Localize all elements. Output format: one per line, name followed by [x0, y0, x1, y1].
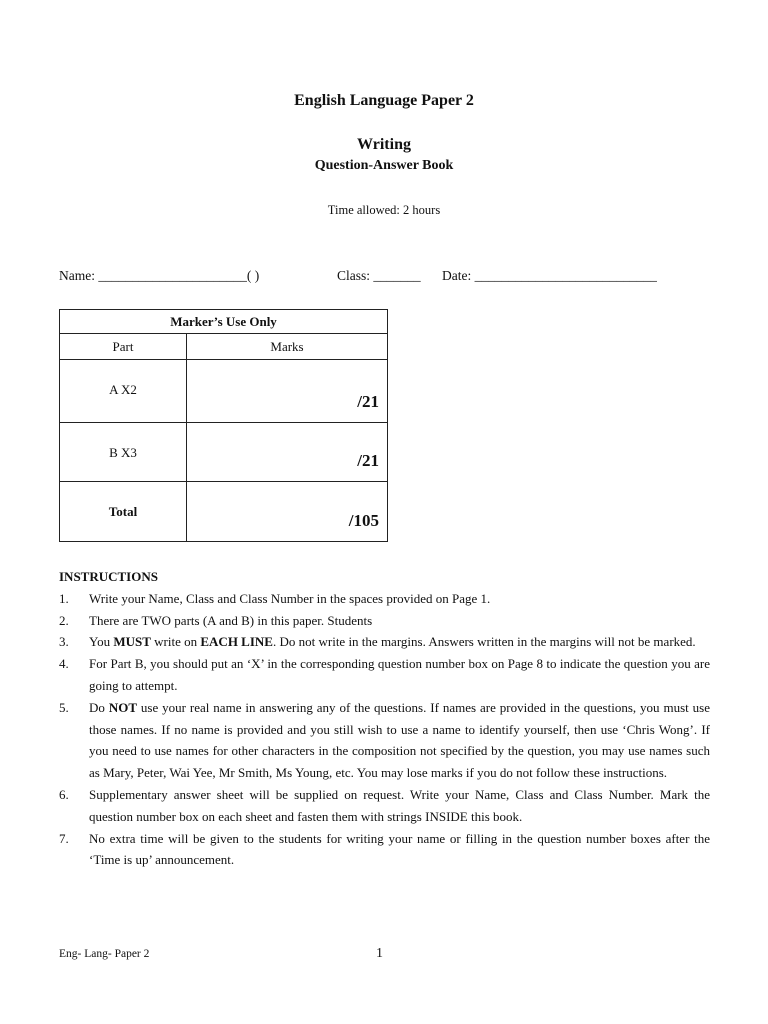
marks-value: /21	[357, 392, 379, 411]
name-field: Name: ______________________( )	[59, 268, 260, 283]
time-allowed: Time allowed: 2 hours	[327, 203, 441, 217]
instruction-text	[89, 591, 490, 606]
instruction-item	[59, 653, 710, 697]
instruction-number: 1.	[59, 590, 69, 606]
marks-cell	[187, 360, 388, 423]
table-row	[60, 482, 388, 542]
instruction-item	[59, 828, 710, 872]
instruction-text	[89, 634, 696, 649]
part-cell: A X2	[60, 360, 187, 423]
instruction-text-part: use your real name in answering any of the questions. If names are provided in the questions, you must use those names. If no name is provided and you still wish to use a name to identify yourself, then use ‘Chris Wong’. If you need to use names for other characters in the composition not specified by the question, you may use names such as Mary, Peter, Wai Yee, Mr Smith, Ms Young, etc. You may lose marks if you do not follow these instructions.	[89, 699, 710, 781]
instruction-emphasis: MUST	[113, 634, 151, 650]
instruction-number: 6.	[59, 786, 69, 802]
instruction-text-part: You	[89, 634, 114, 650]
instructions-list	[59, 588, 710, 871]
marker-table	[59, 309, 388, 542]
marks-cell	[187, 482, 388, 542]
instructions-section	[59, 566, 710, 871]
instruction-text	[89, 613, 372, 628]
instruction-item	[59, 610, 710, 632]
instruction-number: 5.	[59, 699, 69, 715]
instruction-text-part: Do	[89, 699, 109, 715]
instruction-item	[59, 588, 710, 610]
instruction-emphasis: NOT	[108, 699, 137, 715]
marks-cell	[187, 423, 388, 482]
instructions-heading: INSTRUCTIONS	[59, 569, 158, 584]
instruction-text	[89, 831, 710, 868]
part-cell: B X3	[60, 423, 187, 482]
instruction-emphasis: EACH LINE	[200, 634, 273, 650]
instruction-text	[89, 787, 710, 824]
date-field: Date: ___________________________	[442, 268, 657, 283]
paper-subtitle: Writing	[357, 136, 411, 153]
instruction-number: 2.	[59, 612, 69, 628]
class-field: Class: _______	[337, 268, 421, 283]
instruction-text-part: There are TWO parts (A and B) in this paper. Students	[89, 612, 373, 628]
footer-paper-label: Eng- Lang- Paper 2	[59, 948, 150, 960]
column-header-part: Part	[60, 334, 187, 360]
instruction-number: 3.	[59, 634, 69, 650]
table-row	[60, 423, 388, 482]
part-cell-total: Total	[60, 482, 187, 542]
instruction-item	[59, 631, 710, 653]
column-header-marks: Marks	[187, 334, 388, 360]
marks-value-total: /105	[348, 511, 379, 530]
instruction-text-part: Supplementary answer sheet will be supplied on request. Write your Name, Class and Class Number. Mark the question number box on each sheet and fasten them with strings INSIDE this book.	[89, 786, 710, 824]
marks-value: /21	[357, 451, 379, 470]
paper-title: English Language Paper 2	[294, 92, 474, 109]
instruction-text-part: . Do not write in the margins. Answers written in the margins will not be marked.	[272, 634, 696, 650]
instruction-text-part: write on	[150, 634, 201, 650]
instruction-text-part: Write your Name, Class and Class Number in the spaces provided on Page 1.	[89, 590, 491, 606]
page-number: 1	[376, 946, 383, 961]
table-row	[60, 360, 388, 423]
instruction-text-part: For Part B, you should put an ‘X’ in the corresponding question number box on Page 8 to indicate the question you are going to attempt.	[89, 656, 710, 693]
instruction-number: 4.	[59, 656, 69, 672]
marker-table-title: Marker’s Use Only	[60, 310, 388, 334]
instruction-text	[89, 700, 710, 780]
instruction-item	[59, 784, 710, 828]
instruction-item	[59, 697, 710, 784]
book-title: Question-Answer Book	[314, 158, 454, 173]
instruction-text-part: No extra time will be given to the students for writing your name or filling in the question number boxes after the ‘Time is up’ announcement.	[89, 830, 710, 868]
instruction-text	[89, 656, 710, 693]
instruction-number: 7.	[59, 830, 69, 846]
